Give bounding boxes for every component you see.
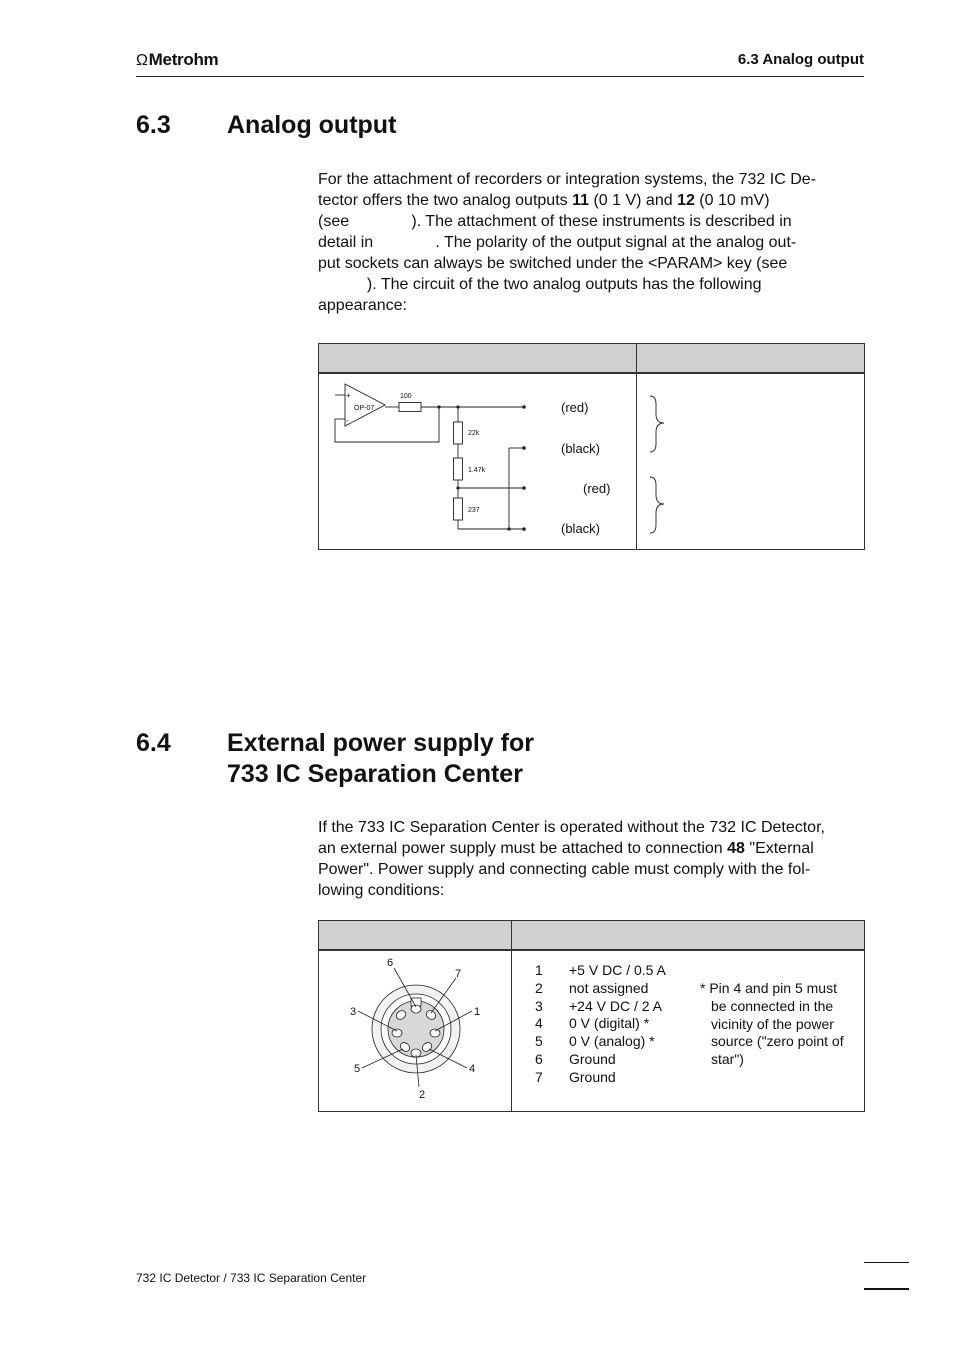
- connector-ref-12: 12: [677, 192, 695, 209]
- note-line: vicinity of the power: [711, 1015, 834, 1032]
- para-line: put sockets can always be switched under the <PARAM> key (see: [318, 255, 788, 272]
- list-item: [535, 980, 666, 998]
- section-6-4-paragraph: [318, 817, 864, 901]
- table-header: [319, 344, 864, 374]
- page-number-rule: [864, 1262, 909, 1263]
- pin-3-label: 3: [350, 1006, 357, 1018]
- opamp-minus-label: -: [346, 416, 349, 425]
- pin-description: 0 V (digital) *: [569, 1015, 650, 1032]
- text-run: (0 1 V) and: [589, 192, 678, 209]
- list-item: [535, 1069, 666, 1087]
- pin-note: [700, 980, 844, 1069]
- resistor-100-label: 100: [400, 393, 412, 400]
- note-line: be connected in the: [711, 997, 834, 1014]
- running-title: 6.3 Analog output: [737, 51, 864, 68]
- pin-7-label: 7: [455, 968, 462, 980]
- para-line: (see ). The attachment of these instruments is described in: [318, 213, 792, 230]
- connector-ref-48: 48: [727, 840, 745, 857]
- pin-number: 3: [535, 997, 543, 1014]
- list-item: [535, 998, 666, 1016]
- pin-number: 4: [535, 1015, 543, 1032]
- heading-line: [136, 728, 534, 759]
- brace-icon: [650, 396, 664, 452]
- section-6-3-paragraph: [318, 169, 864, 316]
- opamp-label: OP-07: [354, 405, 375, 412]
- opamp-plus-label: +: [346, 391, 351, 400]
- text-run: an external power supply must be attached to connection: [318, 840, 728, 857]
- brace-icon: [650, 477, 664, 533]
- section-6-3-heading: [136, 110, 396, 141]
- para-line: detail in . The polarity of the output signal at the analog out-: [318, 234, 797, 251]
- column-divider: [511, 921, 512, 1111]
- analog-output-circuit: [319, 374, 636, 549]
- section-title: Analog output: [227, 111, 397, 139]
- pin-4-label: 4: [469, 1063, 476, 1075]
- pin-description: 0 V (analog) *: [569, 1033, 655, 1050]
- pin-number: 6: [535, 1050, 543, 1067]
- pin-number: 1: [535, 962, 543, 978]
- list-item: [535, 1015, 666, 1033]
- resistor-1-47k-label: 1.47k: [468, 467, 486, 474]
- text-run: "External: [744, 840, 814, 857]
- omega-icon: Ω: [136, 52, 148, 69]
- para-line: [318, 190, 864, 211]
- output-black-label: (black): [561, 521, 601, 536]
- note-line: * Pin 4 and pin 5 must: [700, 980, 837, 996]
- pin-number: 7: [535, 1068, 543, 1085]
- pin-description: +24 V DC / 2 A: [569, 997, 662, 1014]
- para-line: ). The circuit of the two analog outputs has the following: [318, 276, 762, 293]
- output-red-label: (red): [583, 481, 611, 496]
- list-item: [535, 1051, 666, 1069]
- pin-number: 5: [535, 1033, 543, 1050]
- power-connector-table: [318, 920, 865, 1112]
- pin-description: Ground: [569, 1050, 616, 1067]
- resistor-237-label: 237: [468, 507, 480, 514]
- pin-5-label: 5: [354, 1063, 361, 1075]
- section-title-line2: 733 IC Separation Center: [227, 760, 523, 788]
- pin-1-label: 1: [474, 1006, 481, 1018]
- section-title-line1: External power supply for: [227, 729, 535, 757]
- heading-line: [136, 759, 534, 790]
- para-line: For the attachment of recorders or integration systems, the 732 IC De-: [318, 171, 816, 188]
- para-line: [318, 838, 864, 859]
- section-number: 6.3: [136, 111, 171, 139]
- text-run: tector offers the two analog outputs: [318, 192, 573, 209]
- pin-description: +5 V DC / 0.5 A: [569, 962, 666, 978]
- circuit-table: [318, 343, 865, 550]
- output-red-label: (red): [561, 400, 589, 415]
- para-line: If the 733 IC Separation Center is operated without the 732 IC Detector,: [318, 819, 825, 836]
- metrohm-logo: [136, 50, 218, 70]
- connector-ref-11: 11: [572, 192, 590, 209]
- pin-2-label: 2: [419, 1089, 426, 1101]
- pin-description: Ground: [569, 1068, 616, 1085]
- pin-6-label: 6: [387, 957, 394, 969]
- header-rule: [136, 76, 864, 77]
- para-line: appearance:: [318, 297, 407, 314]
- din-connector-diagram: [319, 951, 511, 1111]
- pin-assignment-list: [535, 962, 666, 1087]
- list-item: [535, 962, 666, 980]
- table-header: [319, 921, 864, 951]
- text-run: (0 10 mV): [694, 192, 770, 209]
- resistor-22k-label: 22k: [468, 430, 480, 437]
- section-6-4-heading: [136, 728, 534, 790]
- section-number: 6.4: [136, 729, 171, 757]
- footer-text: 732 IC Detector / 733 IC Separation Center: [136, 1271, 367, 1285]
- logo-text: Metrohm: [148, 50, 219, 69]
- para-line: Power". Power supply and connecting cable must comply with the fol-: [318, 861, 811, 878]
- output-black-label: (black): [561, 441, 601, 456]
- pin-description: not assigned: [569, 979, 649, 996]
- page-number-rule: [864, 1288, 909, 1290]
- output-grouping-braces: [637, 374, 863, 549]
- note-line: star"): [711, 1051, 744, 1068]
- para-line: lowing conditions:: [318, 882, 445, 899]
- note-line: source ("zero point of: [711, 1033, 844, 1050]
- list-item: [535, 1033, 666, 1051]
- pin-number: 2: [535, 979, 543, 996]
